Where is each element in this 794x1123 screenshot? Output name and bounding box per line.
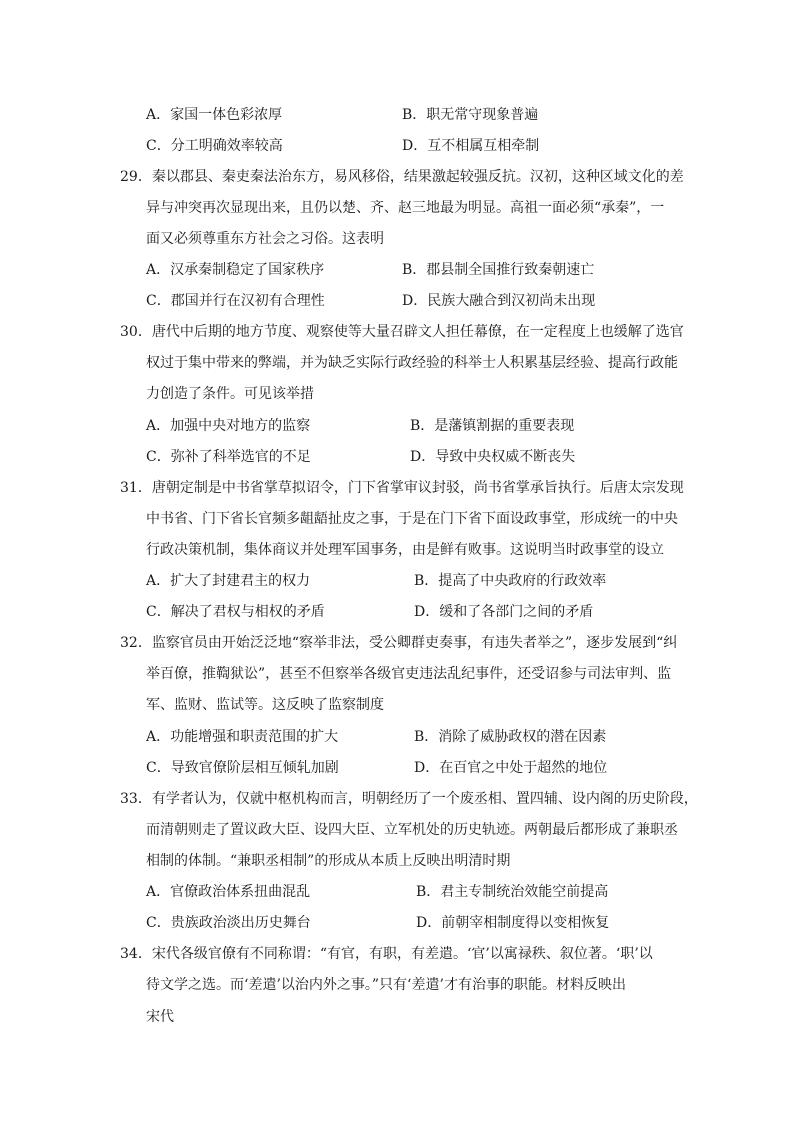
q32-option-b[interactable]: B．消除了威胁政权的潜在因素	[414, 729, 607, 745]
q32-stem-line-3: 军、监财、监试等。这反映了监察制度	[146, 697, 384, 713]
q29-option-d[interactable]: D．民族大融合到汉初尚未出现	[402, 293, 596, 309]
q32-stem-line-1: 32．监察官员由开始泛泛地“察举非法，受公卿群吏奏事，有违失者举之”，逐步发展到“纠	[120, 635, 678, 651]
q28-option-c[interactable]: C．分工明确效率较高	[146, 138, 283, 154]
q31-option-b[interactable]: B．提高了中央政府的行政效率	[414, 573, 607, 589]
q29-option-a[interactable]: A．汉承秦制稳定了国家秩序	[146, 262, 325, 278]
q29-option-c[interactable]: C．郡国并行在汉初有合理性	[146, 293, 325, 309]
q30-option-b[interactable]: B．是藩镇割据的重要表现	[410, 418, 575, 434]
q34-stem-line-2: 待文学之选。而‘差遣’以治内外之事。”只有‘差遣’才有治事的职能。材料反映出	[146, 977, 626, 993]
q32-stem-line-2: 举百僚，推鞫狱讼”，甚至不但察举各级官吏违法乱纪事件，还受诏参与司法审判、监	[146, 666, 672, 682]
q33-stem-line-1: 33．有学者认为，仅就中枢机构而言，明朝经历了一个废丞相、置四辅、设内阁的历史阶段，	[120, 791, 698, 807]
q29-stem-line-3: 面又必须尊重东方社会之习俗。这表明	[146, 231, 384, 247]
q28-option-b[interactable]: B．职无常守现象普遍	[402, 107, 539, 123]
q29-stem-line-1: 29．秦以郡县、秦吏秦法治东方，易风移俗，结果激起较强反抗。汉初，这种区域文化的差	[120, 169, 684, 185]
q29-option-b[interactable]: B．郡县制全国推行致秦朝速亡	[402, 262, 595, 278]
q33-stem-line-3: 相制的体制。“兼职丞相制”的形成从本质上反映出明清时期	[146, 853, 511, 869]
q31-stem-line-3: 行政决策机制，集体商议并处理军国事务，由是鲜有败事。这说明当时政事堂的设立	[146, 542, 664, 558]
q34-stem-line-3: 宋代	[146, 1009, 174, 1025]
q28-option-a[interactable]: A．家国一体色彩浓厚	[146, 107, 283, 123]
q30-option-d[interactable]: D．导致中央权威不断丧失	[410, 449, 576, 465]
q30-option-a[interactable]: A．加强中央对地方的监察	[146, 418, 311, 434]
q28-option-d[interactable]: D．互不相属互相牵制	[402, 138, 540, 154]
q33-option-a[interactable]: A．官僚政治体系扭曲混乱	[146, 884, 311, 900]
q32-option-c[interactable]: C．导致官僚阶层相互倾轧加剧	[146, 760, 339, 776]
q30-option-c[interactable]: C．弥补了科举选官的不足	[146, 449, 311, 465]
q31-stem-line-2: 中书省、门下省长官频多龃龉扯皮之事，于是在门下省下面设政事堂，形成统一的中央	[146, 511, 678, 527]
q32-option-d[interactable]: D．在百官之中处于超然的地位	[414, 760, 608, 776]
q33-option-c[interactable]: C．贵族政治淡出历史舞台	[146, 915, 311, 931]
q29-stem-line-2: 异与冲突再次显现出来，且仍以楚、齐、赵三地最为明显。高祖一面必须“承秦”，一	[146, 200, 665, 216]
q30-stem-line-2: 权过于集中带来的弊端，并为缺乏实际行政经验的科举士人积累基层经验、提高行政能	[146, 355, 678, 371]
q30-stem-line-1: 30．唐代中后期的地方节度、观察使等大量召辟文人担任幕僚，在一定程度上也缓解了选官	[120, 324, 684, 340]
q33-option-b[interactable]: B．君主专制统治效能空前提高	[416, 884, 609, 900]
q34-stem-line-1: 34．宋代各级官僚有不同称谓：“有官，有职，有差遣。‘官’以寓禄秩、叙位著。‘职’以	[120, 946, 653, 962]
q30-stem-line-3: 力创造了条件。可见该举措	[146, 386, 314, 402]
q32-option-a[interactable]: A．功能增强和职责范围的扩大	[146, 729, 339, 745]
q33-option-d[interactable]: D．前朝宰相制度得以变相恢复	[416, 915, 610, 931]
q31-option-a[interactable]: A．扩大了封建君主的权力	[146, 573, 311, 589]
q31-option-d[interactable]: D．缓和了各部门之间的矛盾	[414, 604, 594, 620]
q31-option-c[interactable]: C．解决了君权与相权的矛盾	[146, 604, 325, 620]
q31-stem-line-1: 31．唐朝定制是中书省掌草拟诏令，门下省掌审议封驳，尚书省掌承旨执行。后唐太宗发现	[120, 480, 684, 496]
q33-stem-line-2: 而清朝则走了置议政大臣、设四大臣、立军机处的历史轨迹。两朝最后都形成了兼职丞	[146, 822, 678, 838]
